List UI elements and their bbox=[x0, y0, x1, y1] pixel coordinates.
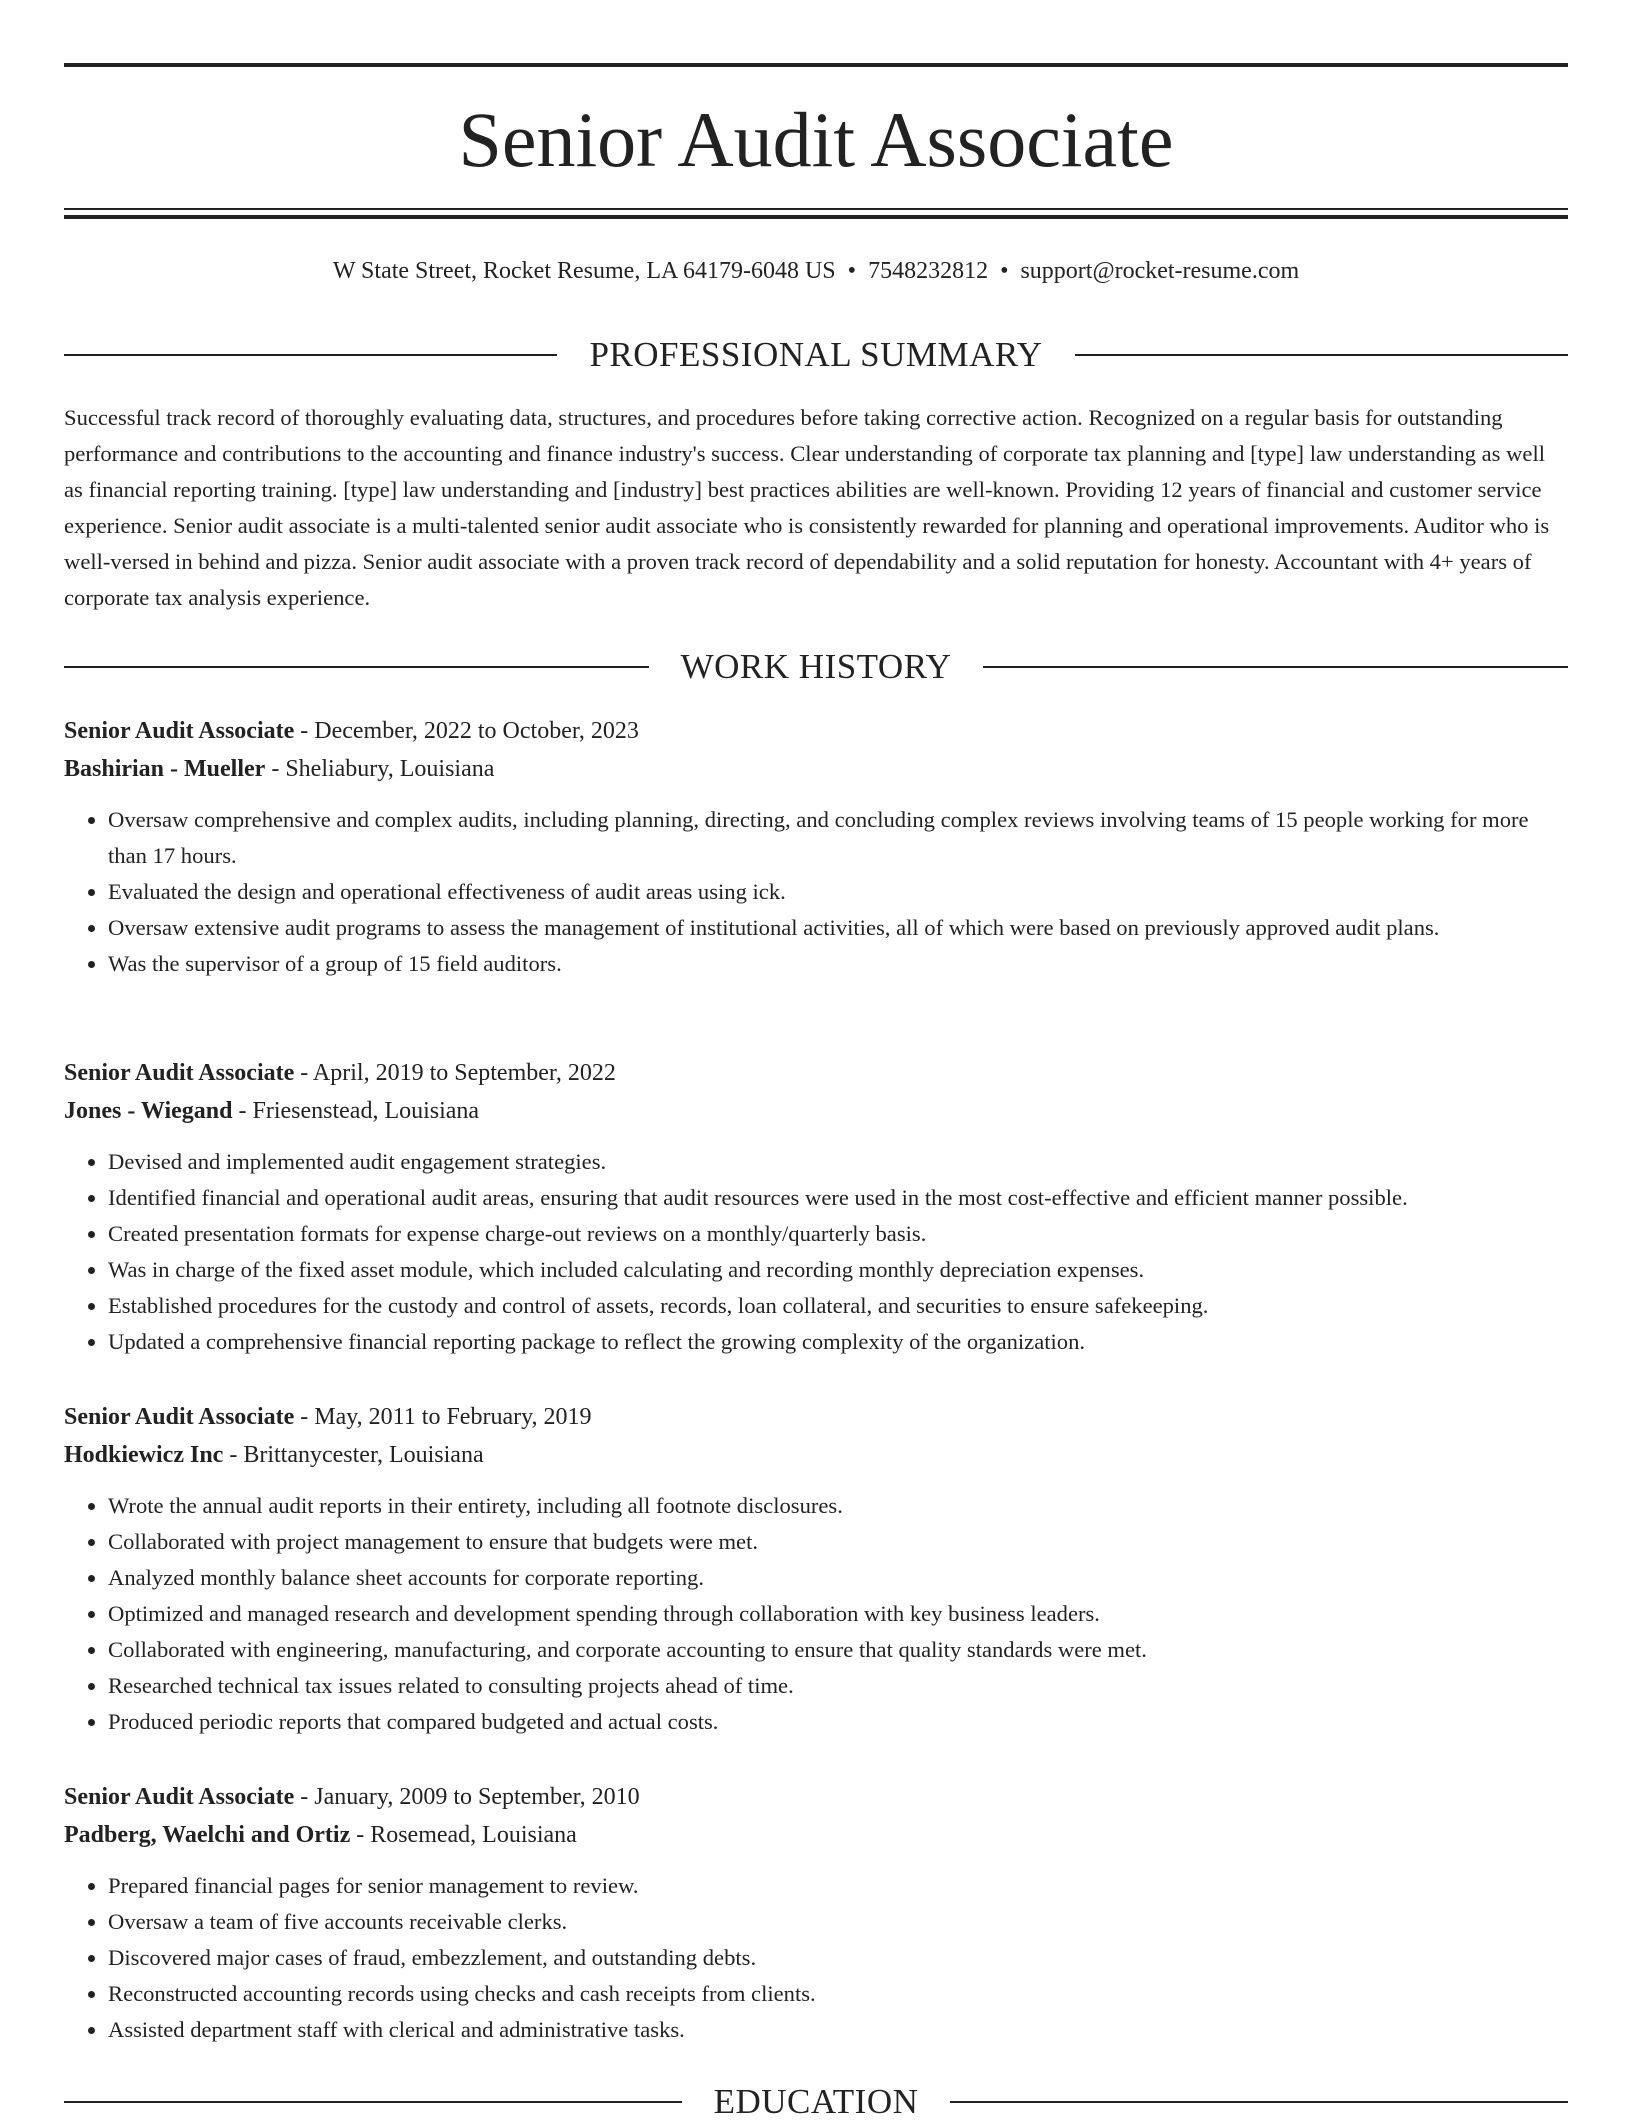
job-dates: - January, 2009 to September, 2010 bbox=[294, 1784, 640, 1810]
job-bullet: • Updated a comprehensive financial reporting package to reflect the growing complexity of the organization. bbox=[108, 1324, 1568, 1360]
work-history-heading-label: WORK HISTORY bbox=[680, 647, 952, 686]
job-bullet: • Collaborated with engineering, manufacturing, and corporate accounting to ensure that quality standards were met. bbox=[108, 1632, 1568, 1668]
job-dates: - April, 2019 to September, 2022 bbox=[294, 1060, 616, 1086]
job-bullet: • Reconstructed accounting records using checks and cash receipts from clients. bbox=[108, 1976, 1568, 2012]
job-company-line bbox=[64, 1816, 1568, 1854]
job-bullets bbox=[64, 1144, 1568, 1360]
job-entry bbox=[64, 1398, 1568, 1740]
job-company: Jones - Wiegand bbox=[64, 1098, 233, 1124]
summary-heading bbox=[64, 333, 1568, 377]
job-bullet: • Prepared financial pages for senior management to review. bbox=[108, 1868, 1568, 1904]
title-rule-thick bbox=[64, 215, 1568, 219]
job-title-line bbox=[64, 1398, 1568, 1436]
job-company-line bbox=[64, 750, 1568, 788]
job-bullets bbox=[64, 1488, 1568, 1740]
job-title-line bbox=[64, 712, 1568, 750]
contact-phone: 7548232812 bbox=[868, 258, 989, 284]
job-bullet: • Was the supervisor of a group of 15 field auditors. bbox=[108, 946, 1568, 982]
job-bullet: • Evaluated the design and operational effectiveness of audit areas using ick. bbox=[108, 874, 1568, 910]
job-bullet: • Oversaw comprehensive and complex audits, including planning, directing, and concluding complex reviews involving teams of 15 people working for more than 17 hours. bbox=[108, 802, 1568, 874]
job-title-line bbox=[64, 1778, 1568, 1816]
job-bullet: • Optimized and managed research and development spending through collaboration with key business leaders. bbox=[108, 1596, 1568, 1632]
job-company: Hodkiewicz Inc bbox=[64, 1442, 224, 1468]
heading-rule-left bbox=[64, 354, 557, 356]
job-bullet: • Created presentation formats for expense charge-out reviews on a monthly/quarterly basis. bbox=[108, 1216, 1568, 1252]
heading-rule-right bbox=[950, 2101, 1568, 2103]
job-company-line bbox=[64, 1436, 1568, 1474]
job-bullet: • Produced periodic reports that compared budgeted and actual costs. bbox=[108, 1704, 1568, 1740]
job-title: Senior Audit Associate bbox=[64, 1784, 295, 1810]
job-bullet: • Oversaw a team of five accounts receivable clerks. bbox=[108, 1904, 1568, 1940]
top-rule bbox=[64, 63, 1568, 67]
job-bullet: • Wrote the annual audit reports in their entirety, including all footnote disclosures. bbox=[108, 1488, 1568, 1524]
summary-heading-label: PROFESSIONAL SUMMARY bbox=[589, 335, 1043, 374]
job-location: - Brittanycester, Louisiana bbox=[223, 1442, 484, 1468]
title-rule-thin bbox=[64, 208, 1568, 210]
summary-text: Successful track record of thoroughly evaluating data, structures, and procedures before taking corrective action. Recognized on a regular basis for outstanding performance and contributions to the accounting and finance industry's success. Clear understanding of corporate tax planning and [type] law understanding as well as financial reporting training. [type] law understanding and [industry] best practices abilities are well-known. Providing 12 years of financial and customer service experience. Senior audit associate is a multi-talented senior audit associate who is consistently rewarded for planning and operational improvements. Auditor who is well-versed in behind and pizza. Senior audit associate with a proven track record of dependability and a solid reputation for honesty. Accountant with 4+ years of corporate tax analysis experience. bbox=[64, 405, 1550, 610]
job-dates: - December, 2022 to October, 2023 bbox=[294, 718, 639, 744]
heading-rule-right bbox=[983, 666, 1568, 668]
contact-email: support@rocket-resume.com bbox=[1020, 258, 1300, 284]
job-location: - Friesenstead, Louisiana bbox=[232, 1098, 480, 1124]
job-title: Senior Audit Associate bbox=[64, 718, 295, 744]
job-title: Senior Audit Associate bbox=[64, 1404, 295, 1430]
job-dates: - May, 2011 to February, 2019 bbox=[294, 1404, 592, 1430]
job-title-line bbox=[64, 1054, 1568, 1092]
resume-title: Senior Audit Associate bbox=[458, 96, 1174, 183]
job-bullets bbox=[64, 1868, 1568, 2048]
job-location: - Rosemead, Louisiana bbox=[350, 1822, 577, 1848]
job-bullet: • Assisted department staff with clerical and administrative tasks. bbox=[108, 2012, 1568, 2048]
job-bullet: • Was in charge of the fixed asset module, which included calculating and recording monthly depreciation expenses. bbox=[108, 1252, 1568, 1288]
contact-line bbox=[64, 254, 1568, 288]
education-heading-label: EDUCATION bbox=[713, 2082, 919, 2121]
job-company-line bbox=[64, 1092, 1568, 1130]
job-bullet: • Oversaw extensive audit programs to assess the management of institutional activities, all of which were based on previously approved audit plans. bbox=[108, 910, 1568, 946]
job-entry bbox=[64, 712, 1568, 982]
job-entry bbox=[64, 1054, 1568, 1360]
job-bullet: • Researched technical tax issues related to consulting projects ahead of time. bbox=[108, 1668, 1568, 1704]
contact-separator: • bbox=[847, 258, 857, 284]
job-bullet: • Discovered major cases of fraud, embezzlement, and outstanding debts. bbox=[108, 1940, 1568, 1976]
heading-rule-left bbox=[64, 666, 649, 668]
job-bullet: • Established procedures for the custody and control of assets, records, loan collateral, and securities to ensure safekeeping. bbox=[108, 1288, 1568, 1324]
job-bullet: • Collaborated with project management to ensure that budgets were met. bbox=[108, 1524, 1568, 1560]
job-bullet: • Devised and implemented audit engagement strategies. bbox=[108, 1144, 1568, 1180]
job-company: Padberg, Waelchi and Ortiz bbox=[64, 1822, 351, 1848]
heading-rule-left bbox=[64, 2101, 682, 2103]
education-heading bbox=[64, 2080, 1568, 2124]
job-entry bbox=[64, 1778, 1568, 2048]
contact-separator: • bbox=[1000, 258, 1009, 284]
job-bullet: • Identified financial and operational audit areas, ensuring that audit resources were used in the most cost-effective and efficient manner possible. bbox=[108, 1180, 1568, 1216]
contact-address: W State Street, Rocket Resume, LA 64179-6048 US bbox=[332, 258, 836, 284]
job-company: Bashirian - Mueller bbox=[64, 756, 266, 782]
heading-rule-right bbox=[1075, 354, 1568, 356]
work-history-heading bbox=[64, 645, 1568, 689]
job-bullets bbox=[64, 802, 1568, 982]
job-bullet: • Analyzed monthly balance sheet accounts for corporate reporting. bbox=[108, 1560, 1568, 1596]
job-location: - Sheliabury, Louisiana bbox=[265, 756, 495, 782]
job-title: Senior Audit Associate bbox=[64, 1060, 295, 1086]
